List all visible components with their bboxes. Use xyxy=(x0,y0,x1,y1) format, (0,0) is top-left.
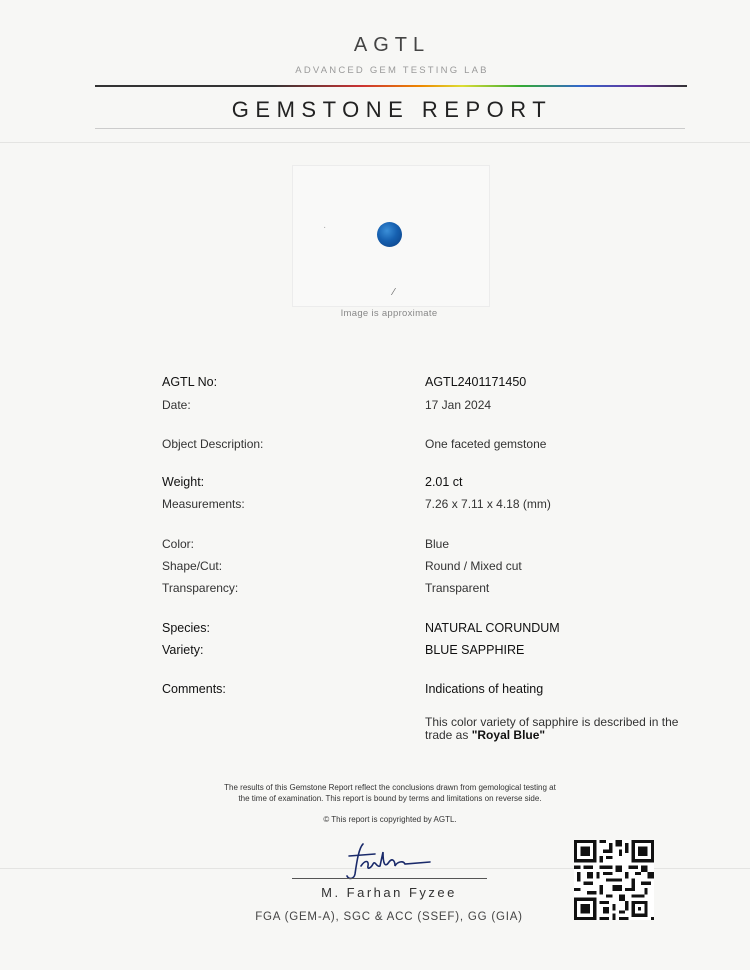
species-label: Species: xyxy=(162,621,210,635)
disclaimer-line: The results of this Gemstone Report reflect the conclusions drawn from gemological testing at xyxy=(224,783,556,792)
dust-speck: ⁄ xyxy=(393,287,395,298)
comments-value: Indications of heating xyxy=(425,682,544,696)
measurements-value: 7.26 x 7.11 x 4.18 (mm) xyxy=(425,497,551,511)
disclaimer-line: the time of examination. This report is bound by terms and limitations on reverse side. xyxy=(238,793,542,803)
date-value: 17 Jan 2024 xyxy=(425,398,492,412)
weight-value: 2.01 ct xyxy=(425,475,463,489)
transparency-value: Transparent xyxy=(425,581,490,595)
shape-cut-label: Shape/Cut: xyxy=(162,559,223,573)
signer-name: M. Farhan Fyzee xyxy=(321,885,457,900)
transparency-label: Transparency: xyxy=(162,581,239,595)
variety-label: Variety: xyxy=(162,643,204,657)
color-label: Color: xyxy=(162,537,195,551)
comments-label: Comments: xyxy=(162,682,226,696)
comment-note-highlight: "Royal Blue" xyxy=(471,728,546,742)
comment-note xyxy=(425,716,695,742)
lab-logo: AGTL xyxy=(353,34,431,56)
disclaimer xyxy=(0,783,750,804)
gem-photo xyxy=(377,222,402,247)
shape-cut-value: Round / Mixed cut xyxy=(425,559,522,573)
copyright-notice: © This report is copyrighted by AGTL. xyxy=(323,815,457,824)
paper-fold-line xyxy=(0,142,750,143)
object-description-value: One faceted gemstone xyxy=(425,437,547,451)
title-divider xyxy=(95,128,685,129)
color-value: Blue xyxy=(425,537,450,551)
image-caption: Image is approximate xyxy=(340,308,438,319)
signature-line xyxy=(292,878,487,879)
spectrum-divider xyxy=(95,85,687,87)
signer-credentials: FGA (GEM-A), SGC & ACC (SSEF), GG (GIA) xyxy=(255,911,523,923)
lab-name: ADVANCED GEM TESTING LAB xyxy=(295,65,489,76)
object-description-label: Object Description: xyxy=(162,437,264,451)
variety-value: BLUE SAPPHIRE xyxy=(425,643,525,657)
report-title: GEMSTONE REPORT xyxy=(231,97,553,122)
qr-code[interactable] xyxy=(574,840,654,920)
comment-note-text: This color variety of sapphire is described in the trade as xyxy=(425,715,679,742)
species-value: NATURAL CORUNDUM xyxy=(425,621,560,635)
date-label: Date: xyxy=(162,398,191,412)
measurements-label: Measurements: xyxy=(162,497,245,511)
dust-speck: · xyxy=(323,222,327,233)
signature xyxy=(335,838,435,882)
weight-label: Weight: xyxy=(162,475,205,489)
agtl-no-label: AGTL No: xyxy=(162,375,218,389)
agtl-no-value: AGTL2401171450 xyxy=(425,375,527,389)
